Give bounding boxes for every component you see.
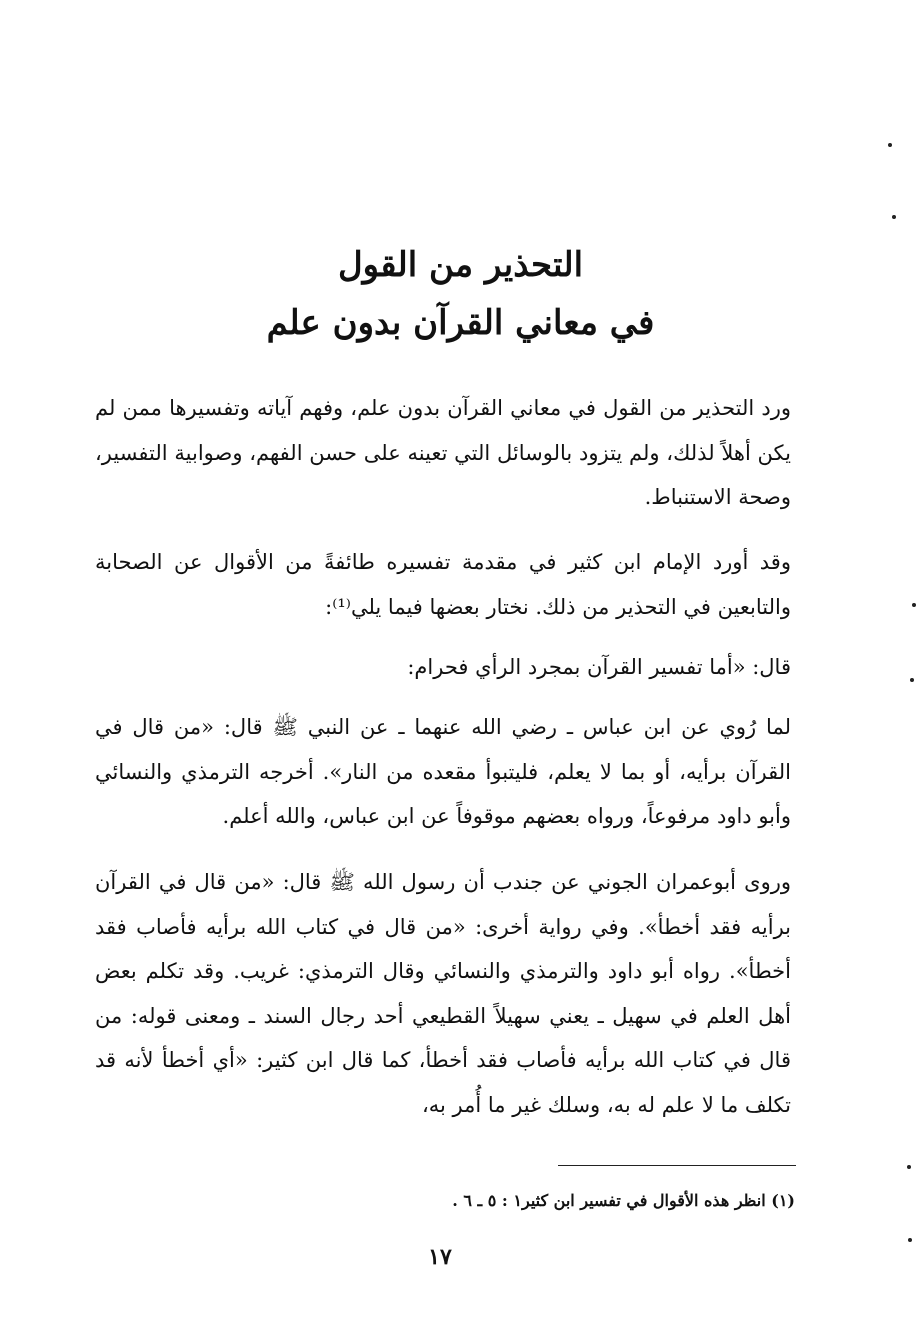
body-paragraph: قال: «أما تفسير القرآن بمجرد الرأي فحرام: — [407, 655, 791, 679]
scan-speck — [908, 1238, 912, 1242]
page-number: ١٧ — [428, 1244, 452, 1270]
chapter-title-line-2: في معاني القرآن بدون علم — [266, 303, 655, 343]
scan-speck — [888, 143, 892, 147]
chapter-title-line-1: التحذير من القول — [337, 245, 584, 285]
body-paragraph: لما رُوي عن ابن عباس ـ رضي الله عنهما ـ عن النبي ﷺ قال: «من قال في القرآن برأيه، أو بما لا يعلم، فليتبوأ مقعده من النار». أخرجه الترمذي والنسائي وأبو داود مرفوعاً، ورواه بعضهم موقوفاً عن ابن عباس، والله أعلم. — [95, 715, 791, 828]
footnote-divider — [558, 1165, 796, 1166]
scan-speck — [907, 1165, 911, 1169]
footnote: (١) انظر هذه الأقوال في تفسير ابن كثير١ : ٥ ـ ٦ . — [452, 1191, 795, 1210]
scan-speck — [912, 603, 916, 607]
body-paragraph: وروى أبوعمران الجوني عن جندب أن رسول الله ﷺ قال: «من قال في القرآن برأيه فقد أخطأ». وفي رواية أخرى: «من قال في كتاب الله برأيه فأصاب فقد أخطأ». رواه أبو داود والترمذي والنسائي وقال الترمذي: غريب. وقد تكلم بعض أهل العلم في سهيل ـ يعني سهيلاً القطيعي أحد رجال السند ـ ومعنى قوله: من قال في كتاب الله برأيه فأصاب فقد أخطأ، كما قال ابن كثير: «أي أخطأ لأنه قد تكلف ما لا علم له به، وسلك غير ما أُمر به، — [95, 870, 791, 1117]
body-paragraph: وقد أورد الإمام ابن كثير في مقدمة تفسيره طائفةً من الأقوال عن الصحابة والتابعين في التحذير من ذلك. نختار بعضها فيما يلي⁽¹⁾: — [95, 550, 791, 619]
scan-speck — [910, 678, 914, 682]
body-paragraph: ورد التحذير من القول في معاني القرآن بدون علم، وفهم آياته وتفسيرها ممن لم يكن أهلاً لذلك، ولم يتزود بالوسائل التي تعينه على حسن الفهم، وصوابية التفسير، وصحة الاستنباط. — [95, 396, 791, 509]
scan-speck — [892, 215, 896, 219]
